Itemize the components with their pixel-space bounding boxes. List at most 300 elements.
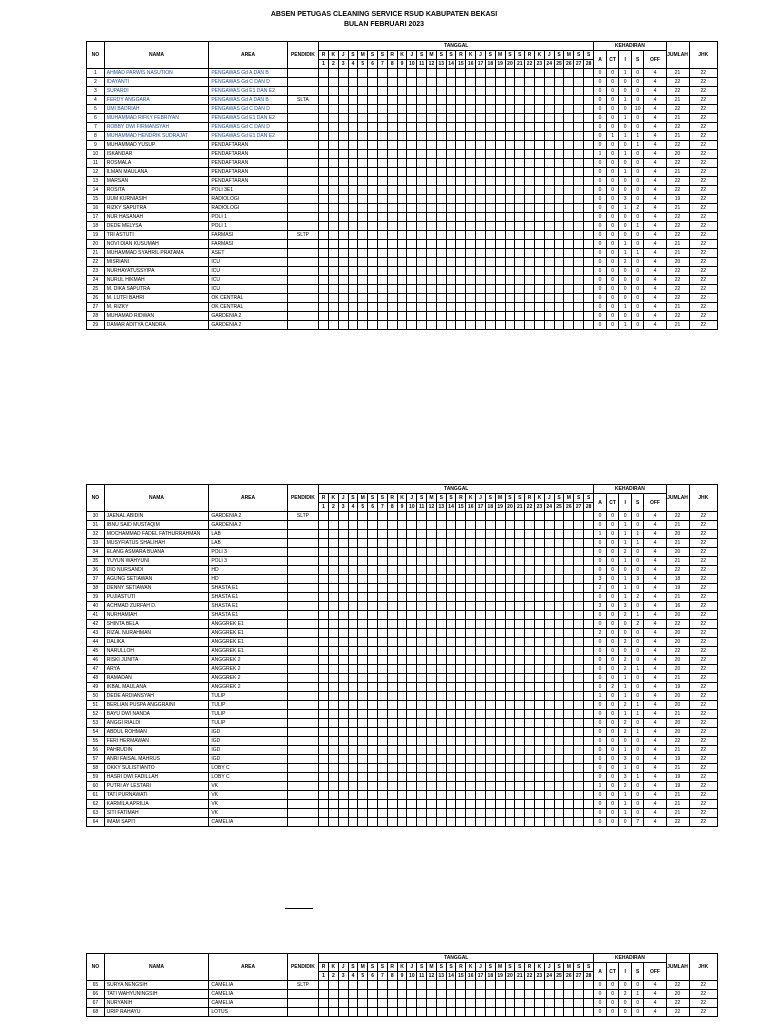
day-attendance-cell: [348, 168, 358, 177]
education-level: [287, 78, 318, 87]
day-attendance-cell: [348, 213, 358, 222]
summary-jhk: 22: [689, 78, 718, 87]
row-number: 66: [87, 990, 105, 999]
column-header-nama: NAMA: [104, 42, 209, 69]
employee-name: M. RIZKY: [104, 303, 209, 312]
summary-ct: 0: [606, 186, 619, 195]
day-attendance-cell: [387, 764, 397, 773]
day-attendance-cell: [377, 593, 387, 602]
day-attendance-cell: [505, 818, 515, 827]
day-attendance-cell: [574, 150, 584, 159]
day-attendance-cell: [554, 638, 564, 647]
summary-jumlah: 21: [666, 791, 689, 800]
employee-name: RIZAL NURAHMAN: [104, 629, 209, 638]
day-attendance-cell: [554, 521, 564, 530]
education-level: [287, 990, 318, 999]
summary-i: 2: [619, 719, 632, 728]
day-attendance-cell: [515, 150, 525, 159]
day-number-header: 28: [584, 972, 594, 981]
day-attendance-cell: [476, 791, 486, 800]
day-attendance-cell: [319, 141, 329, 150]
employee-name: ROBBY DWI FIRMANSYAH: [104, 123, 209, 132]
summary-jhk: 22: [689, 249, 718, 258]
day-attendance-cell: [319, 746, 329, 755]
summary-i: 0: [619, 267, 632, 276]
day-attendance-cell: [417, 231, 427, 240]
table-row: [87, 78, 718, 87]
day-attendance-cell: [466, 548, 476, 557]
day-attendance-cell: [564, 204, 574, 213]
day-attendance-cell: [476, 258, 486, 267]
day-attendance-cell: [427, 999, 437, 1008]
day-attendance-cell: [328, 999, 338, 1008]
day-attendance-cell: [319, 999, 329, 1008]
summary-off: 4: [644, 1008, 666, 1017]
day-attendance-cell: [485, 204, 495, 213]
summary-ct: 0: [606, 168, 619, 177]
day-attendance-cell: [436, 773, 446, 782]
day-attendance-cell: [368, 186, 378, 195]
day-number-header: 26: [564, 60, 574, 69]
day-attendance-cell: [397, 177, 407, 186]
day-attendance-cell: [456, 249, 466, 258]
day-attendance-cell: [387, 773, 397, 782]
summary-jhk: 22: [689, 539, 718, 548]
day-attendance-cell: [348, 303, 358, 312]
employee-name: MUHAMMAD RIFKY FEBRIYAN: [104, 114, 209, 123]
day-attendance-cell: [427, 548, 437, 557]
day-attendance-cell: [485, 1008, 495, 1017]
day-attendance-cell: [417, 249, 427, 258]
day-attendance-cell: [358, 764, 368, 773]
summary-ct: 0: [606, 213, 619, 222]
day-attendance-cell: [485, 512, 495, 521]
day-attendance-cell: [466, 755, 476, 764]
day-attendance-cell: [368, 728, 378, 737]
day-attendance-cell: [466, 656, 476, 665]
summary-a: 3: [594, 602, 607, 611]
day-attendance-cell: [368, 240, 378, 249]
summary-off: 4: [644, 584, 666, 593]
column-header-i: I: [619, 963, 632, 981]
day-attendance-cell: [427, 303, 437, 312]
employee-area: IGD: [209, 728, 287, 737]
day-attendance-cell: [554, 285, 564, 294]
weekday-header: S: [485, 494, 495, 503]
day-number-header: 19: [495, 60, 505, 69]
day-attendance-cell: [554, 1008, 564, 1017]
table-row: [87, 629, 718, 638]
day-attendance-cell: [584, 683, 594, 692]
day-attendance-cell: [397, 249, 407, 258]
day-attendance-cell: [485, 611, 495, 620]
day-attendance-cell: [446, 303, 456, 312]
day-attendance-cell: [584, 674, 594, 683]
day-attendance-cell: [544, 141, 554, 150]
day-attendance-cell: [495, 222, 505, 231]
summary-jumlah: 21: [666, 593, 689, 602]
day-attendance-cell: [544, 755, 554, 764]
day-attendance-cell: [505, 746, 515, 755]
day-attendance-cell: [476, 539, 486, 548]
day-attendance-cell: [377, 186, 387, 195]
day-attendance-cell: [554, 548, 564, 557]
summary-jhk: 22: [689, 294, 718, 303]
day-attendance-cell: [446, 168, 456, 177]
employee-name: IMAM SAPI'I: [104, 818, 209, 827]
day-attendance-cell: [446, 222, 456, 231]
day-attendance-cell: [485, 566, 495, 575]
day-attendance-cell: [574, 701, 584, 710]
weekday-header: M: [495, 51, 505, 60]
education-level: [287, 584, 318, 593]
row-number: 46: [87, 656, 105, 665]
summary-ct: 0: [606, 267, 619, 276]
day-attendance-cell: [328, 602, 338, 611]
day-attendance-cell: [328, 267, 338, 276]
day-attendance-cell: [476, 999, 486, 1008]
day-attendance-cell: [387, 647, 397, 656]
summary-jhk: 22: [689, 267, 718, 276]
day-attendance-cell: [544, 782, 554, 791]
summary-a: 0: [594, 87, 607, 96]
day-attendance-cell: [584, 575, 594, 584]
day-attendance-cell: [476, 773, 486, 782]
day-attendance-cell: [417, 999, 427, 1008]
day-attendance-cell: [534, 638, 544, 647]
row-number: 54: [87, 728, 105, 737]
summary-jhk: 22: [689, 312, 718, 321]
day-attendance-cell: [417, 809, 427, 818]
summary-off: 4: [644, 629, 666, 638]
employee-name: TATI PURNAWATI: [104, 791, 209, 800]
day-attendance-cell: [485, 186, 495, 195]
day-attendance-cell: [368, 222, 378, 231]
day-attendance-cell: [544, 791, 554, 800]
day-attendance-cell: [505, 96, 515, 105]
day-attendance-cell: [348, 728, 358, 737]
summary-i: 3: [619, 755, 632, 764]
day-number-header: 11: [417, 972, 427, 981]
day-attendance-cell: [427, 78, 437, 87]
day-attendance-cell: [338, 557, 348, 566]
day-attendance-cell: [456, 764, 466, 773]
row-number: 63: [87, 809, 105, 818]
day-attendance-cell: [417, 746, 427, 755]
day-attendance-cell: [417, 611, 427, 620]
day-attendance-cell: [436, 123, 446, 132]
day-attendance-cell: [584, 258, 594, 267]
summary-off: 4: [644, 258, 666, 267]
day-attendance-cell: [407, 692, 417, 701]
table-row: [87, 285, 718, 294]
day-attendance-cell: [476, 701, 486, 710]
table-row: [87, 575, 718, 584]
day-attendance-cell: [436, 240, 446, 249]
day-attendance-cell: [358, 818, 368, 827]
day-attendance-cell: [397, 114, 407, 123]
day-attendance-cell: [485, 674, 495, 683]
day-attendance-cell: [554, 764, 564, 773]
day-attendance-cell: [377, 818, 387, 827]
day-attendance-cell: [397, 213, 407, 222]
day-attendance-cell: [544, 710, 554, 719]
row-number: 49: [87, 683, 105, 692]
employee-area: SHASTA E1: [209, 602, 287, 611]
day-attendance-cell: [397, 285, 407, 294]
employee-name: PAHRUDIN: [104, 746, 209, 755]
day-attendance-cell: [319, 701, 329, 710]
day-attendance-cell: [534, 159, 544, 168]
day-attendance-cell: [544, 159, 554, 168]
day-number-header: 10: [407, 503, 417, 512]
day-attendance-cell: [377, 584, 387, 593]
day-attendance-cell: [427, 602, 437, 611]
day-attendance-cell: [574, 584, 584, 593]
day-attendance-cell: [446, 530, 456, 539]
summary-off: 4: [644, 575, 666, 584]
summary-ct: 0: [606, 999, 619, 1008]
day-attendance-cell: [544, 321, 554, 330]
day-attendance-cell: [338, 990, 348, 999]
day-attendance-cell: [348, 249, 358, 258]
day-attendance-cell: [456, 231, 466, 240]
summary-jumlah: 18: [666, 575, 689, 584]
day-attendance-cell: [407, 683, 417, 692]
day-attendance-cell: [476, 78, 486, 87]
day-attendance-cell: [564, 737, 574, 746]
day-attendance-cell: [436, 548, 446, 557]
day-attendance-cell: [584, 990, 594, 999]
day-attendance-cell: [525, 602, 535, 611]
day-attendance-cell: [338, 96, 348, 105]
summary-a: 0: [594, 656, 607, 665]
table-row: [87, 782, 718, 791]
summary-jhk: 22: [689, 321, 718, 330]
day-attendance-cell: [387, 105, 397, 114]
day-attendance-cell: [505, 141, 515, 150]
summary-jhk: 22: [689, 764, 718, 773]
day-attendance-cell: [338, 222, 348, 231]
summary-s: 0: [631, 78, 644, 87]
day-attendance-cell: [466, 692, 476, 701]
day-attendance-cell: [495, 150, 505, 159]
summary-i: 0: [619, 312, 632, 321]
summary-jhk: 22: [689, 105, 718, 114]
summary-s: 0: [631, 285, 644, 294]
header-row-top: [87, 42, 718, 51]
day-attendance-cell: [534, 267, 544, 276]
day-attendance-cell: [436, 294, 446, 303]
day-attendance-cell: [534, 683, 544, 692]
day-attendance-cell: [466, 665, 476, 674]
summary-ct: 0: [606, 647, 619, 656]
employee-area: ANGGREK E1: [209, 629, 287, 638]
day-attendance-cell: [358, 665, 368, 674]
day-attendance-cell: [397, 150, 407, 159]
summary-s: 0: [631, 276, 644, 285]
day-attendance-cell: [377, 999, 387, 1008]
day-attendance-cell: [368, 575, 378, 584]
day-attendance-cell: [377, 222, 387, 231]
day-attendance-cell: [358, 710, 368, 719]
day-attendance-cell: [319, 132, 329, 141]
day-attendance-cell: [417, 150, 427, 159]
day-attendance-cell: [446, 321, 456, 330]
day-attendance-cell: [564, 647, 574, 656]
summary-i: 0: [619, 620, 632, 629]
employee-area: ANGGREK E1: [209, 620, 287, 629]
day-attendance-cell: [534, 773, 544, 782]
day-attendance-cell: [525, 999, 535, 1008]
day-attendance-cell: [387, 981, 397, 990]
day-attendance-cell: [397, 240, 407, 249]
table-row: [87, 222, 718, 231]
summary-s: 0: [631, 764, 644, 773]
summary-a: 0: [594, 620, 607, 629]
day-attendance-cell: [397, 575, 407, 584]
day-attendance-cell: [348, 240, 358, 249]
summary-s: 0: [631, 512, 644, 521]
table-row: [87, 990, 718, 999]
day-attendance-cell: [358, 692, 368, 701]
day-attendance-cell: [456, 683, 466, 692]
day-attendance-cell: [584, 294, 594, 303]
day-attendance-cell: [338, 1008, 348, 1017]
day-attendance-cell: [554, 105, 564, 114]
day-attendance-cell: [446, 87, 456, 96]
day-attendance-cell: [436, 737, 446, 746]
day-attendance-cell: [387, 294, 397, 303]
day-attendance-cell: [397, 692, 407, 701]
day-attendance-cell: [338, 782, 348, 791]
day-attendance-cell: [407, 222, 417, 231]
summary-jumlah: 20: [666, 656, 689, 665]
summary-a: 0: [594, 231, 607, 240]
row-number: 56: [87, 746, 105, 755]
day-attendance-cell: [446, 728, 456, 737]
day-attendance-cell: [338, 665, 348, 674]
summary-ct: 0: [606, 548, 619, 557]
row-number: 59: [87, 773, 105, 782]
summary-ct: 0: [606, 719, 619, 728]
day-attendance-cell: [368, 285, 378, 294]
education-level: [287, 665, 318, 674]
day-attendance-cell: [358, 746, 368, 755]
day-attendance-cell: [387, 521, 397, 530]
day-attendance-cell: [387, 701, 397, 710]
weekday-header: S: [515, 494, 525, 503]
day-attendance-cell: [397, 791, 407, 800]
weekday-header: M: [564, 51, 574, 60]
day-attendance-cell: [387, 719, 397, 728]
day-attendance-cell: [534, 312, 544, 321]
summary-jumlah: 21: [666, 303, 689, 312]
day-attendance-cell: [525, 809, 535, 818]
summary-ct: 0: [606, 584, 619, 593]
day-attendance-cell: [436, 764, 446, 773]
day-attendance-cell: [319, 204, 329, 213]
day-attendance-cell: [485, 159, 495, 168]
day-attendance-cell: [377, 141, 387, 150]
day-attendance-cell: [505, 557, 515, 566]
day-attendance-cell: [515, 132, 525, 141]
day-attendance-cell: [456, 557, 466, 566]
employee-name: DAMAR ADITYA CANDRA: [104, 321, 209, 330]
column-header-ct: CT: [606, 494, 619, 512]
day-attendance-cell: [328, 521, 338, 530]
day-attendance-cell: [358, 530, 368, 539]
day-number-header: 9: [397, 503, 407, 512]
day-attendance-cell: [466, 611, 476, 620]
day-number-header: 7: [377, 60, 387, 69]
day-attendance-cell: [476, 285, 486, 294]
day-attendance-cell: [574, 294, 584, 303]
day-attendance-cell: [456, 204, 466, 213]
day-attendance-cell: [495, 123, 505, 132]
day-attendance-cell: [319, 249, 329, 258]
summary-off: 4: [644, 539, 666, 548]
day-attendance-cell: [505, 521, 515, 530]
summary-s: 1: [631, 710, 644, 719]
day-attendance-cell: [387, 656, 397, 665]
day-attendance-cell: [427, 294, 437, 303]
day-attendance-cell: [544, 312, 554, 321]
day-attendance-cell: [534, 539, 544, 548]
column-header-kehadiran: KEHADIRAN: [594, 485, 666, 494]
day-attendance-cell: [584, 186, 594, 195]
summary-i: 1: [619, 539, 632, 548]
day-attendance-cell: [436, 674, 446, 683]
summary-ct: 0: [606, 530, 619, 539]
row-number: 60: [87, 782, 105, 791]
weekday-header: S: [436, 51, 446, 60]
day-number-header: 19: [495, 503, 505, 512]
day-attendance-cell: [534, 530, 544, 539]
day-attendance-cell: [446, 150, 456, 159]
day-attendance-cell: [554, 96, 564, 105]
day-attendance-cell: [544, 195, 554, 204]
day-attendance-cell: [368, 773, 378, 782]
day-attendance-cell: [436, 303, 446, 312]
day-attendance-cell: [436, 168, 446, 177]
employee-area: TULIP: [209, 710, 287, 719]
weekday-header: M: [427, 494, 437, 503]
day-attendance-cell: [534, 710, 544, 719]
summary-i: 1: [619, 683, 632, 692]
day-attendance-cell: [387, 267, 397, 276]
day-attendance-cell: [544, 123, 554, 132]
day-attendance-cell: [466, 285, 476, 294]
day-attendance-cell: [525, 312, 535, 321]
day-attendance-cell: [564, 195, 574, 204]
day-attendance-cell: [368, 656, 378, 665]
day-attendance-cell: [446, 755, 456, 764]
day-attendance-cell: [348, 818, 358, 827]
day-attendance-cell: [446, 240, 456, 249]
day-attendance-cell: [427, 629, 437, 638]
day-attendance-cell: [564, 159, 574, 168]
summary-jumlah: 22: [666, 1008, 689, 1017]
day-attendance-cell: [544, 584, 554, 593]
education-level: [287, 647, 318, 656]
day-attendance-cell: [574, 123, 584, 132]
day-attendance-cell: [466, 602, 476, 611]
day-attendance-cell: [328, 557, 338, 566]
day-attendance-cell: [534, 575, 544, 584]
employee-area: CAMELIA: [209, 818, 287, 827]
day-attendance-cell: [397, 602, 407, 611]
